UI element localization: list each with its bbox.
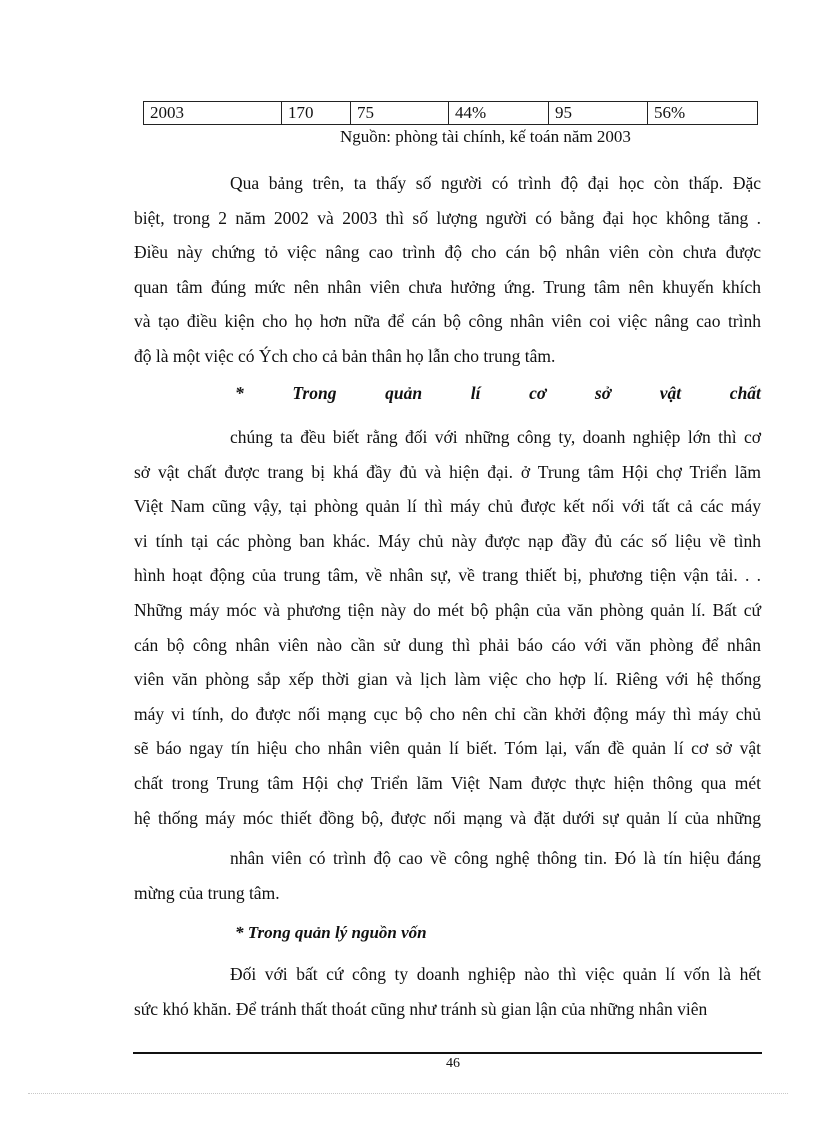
text-line: máy vi tính, do được nối mạng cục bộ cho nên chỉ cần khởi động máy thì máy chủ bbox=[134, 703, 761, 724]
text-line: sở vật chất được trang bị khá đầy đủ và hiện đại. ở Trung tâm Hội chợ Triển lãm bbox=[134, 461, 761, 482]
heading-word: vật bbox=[659, 383, 682, 403]
table-cell: 56% bbox=[648, 102, 758, 125]
text-line: sức khó khăn. Để tránh thất thoát cũng như tránh sù gian lận của những nhân viên bbox=[134, 998, 708, 1019]
table-cell: 170 bbox=[282, 102, 351, 125]
heading-word: sở bbox=[594, 383, 612, 403]
heading-word: quản bbox=[385, 383, 423, 403]
table-cell: 75 bbox=[351, 102, 449, 125]
paragraph-2 bbox=[134, 420, 761, 835]
heading-word: Trong bbox=[292, 383, 337, 403]
section-heading-capital: * Trong quản lý nguồn vốn bbox=[235, 923, 427, 942]
table-row bbox=[144, 102, 758, 125]
text-line: chúng ta đều biết rằng đối với những công ty, doanh nghiệp lớn thì cơ bbox=[230, 427, 761, 447]
table-cell: 44% bbox=[449, 102, 549, 125]
text-line: biệt, trong 2 năm 2002 và 2003 thì số lượng người có bằng đại học không tăng . bbox=[134, 207, 761, 228]
text-line: Điều này chứng tỏ việc nâng cao trình độ cho cán bộ nhân viên còn chưa được bbox=[134, 242, 761, 263]
text-line: hình hoạt động của trung tâm, về nhân sự, về trang thiết bị, phương tiện vận tải. . . bbox=[134, 565, 761, 586]
text-line: hệ thống máy móc thiết đồng bộ, được nối mạng và đặt dưới sự quản lí của những bbox=[134, 807, 761, 828]
text-line: viên văn phòng sắp xếp thời gian và lịch làm việc cho hợp lí. Riêng với hệ thống bbox=[134, 669, 761, 690]
text-line: sẽ báo ngay tín hiệu cho nhân viên quản lí biết. Tóm lại, vấn đề quản lí cơ sở vật bbox=[134, 738, 761, 759]
text-line: nhân viên có trình độ cao về công nghệ thông tin. Đó là tín hiệu đáng bbox=[230, 848, 761, 868]
heading-word: * bbox=[235, 383, 244, 403]
paragraph-4 bbox=[134, 957, 761, 1026]
heading-word: chất bbox=[729, 383, 761, 403]
footer-divider bbox=[133, 1052, 762, 1054]
data-table-fragment bbox=[143, 101, 758, 125]
page-number: 46 bbox=[446, 1056, 460, 1071]
text-line: quan tâm đúng mức nên nhân viên chưa hưởng ứng. Trung tâm nên khuyến khích bbox=[134, 276, 761, 297]
text-line: Những máy móc và phương tiện này do mét bộ phận của văn phòng quản lí. Bất cứ bbox=[134, 599, 761, 620]
text-line: Việt Nam cũng vậy, tại phòng quản lí thì máy chủ được kết nối với tất cả các máy bbox=[134, 496, 761, 517]
paragraph-3 bbox=[134, 841, 761, 910]
text-line: vi tính tại các phòng ban khác. Máy chủ này được nạp đầy đủ các số liệu về tình bbox=[134, 530, 761, 551]
heading-word: cơ bbox=[529, 383, 547, 403]
paragraph-1 bbox=[134, 166, 761, 374]
text-line: chất trong Trung tâm Hội chợ Triển lãm Việt Nam được thực hiện thông qua mét bbox=[134, 772, 761, 793]
table-cell: 2003 bbox=[144, 102, 282, 125]
section-heading-facilities bbox=[235, 383, 761, 404]
text-line: Đối với bất cứ công ty doanh nghiệp nào thì việc quản lí vốn là hết bbox=[230, 964, 761, 984]
table-source-caption: Nguồn: phòng tài chính, kế toán năm 2003 bbox=[340, 127, 631, 146]
text-line: Qua bảng trên, ta thấy số người có trình độ đại học còn thấp. Đặc bbox=[230, 173, 761, 193]
heading-word: lí bbox=[470, 383, 481, 403]
text-line: và tạo điều kiện cho họ hơn nữa để cán bộ công nhân viên coi việc nâng cao trình bbox=[134, 311, 761, 332]
page-boundary-divider bbox=[28, 1093, 788, 1094]
text-line: mừng của trung tâm. bbox=[134, 882, 280, 903]
text-line: độ là một việc có Ých cho cả bản thân họ lẫn cho trung tâm. bbox=[134, 345, 556, 366]
table-cell: 95 bbox=[549, 102, 648, 125]
text-line: cán bộ công nhân viên nào cần sử dung thì phải báo cáo với văn phòng để nhân bbox=[134, 634, 761, 655]
